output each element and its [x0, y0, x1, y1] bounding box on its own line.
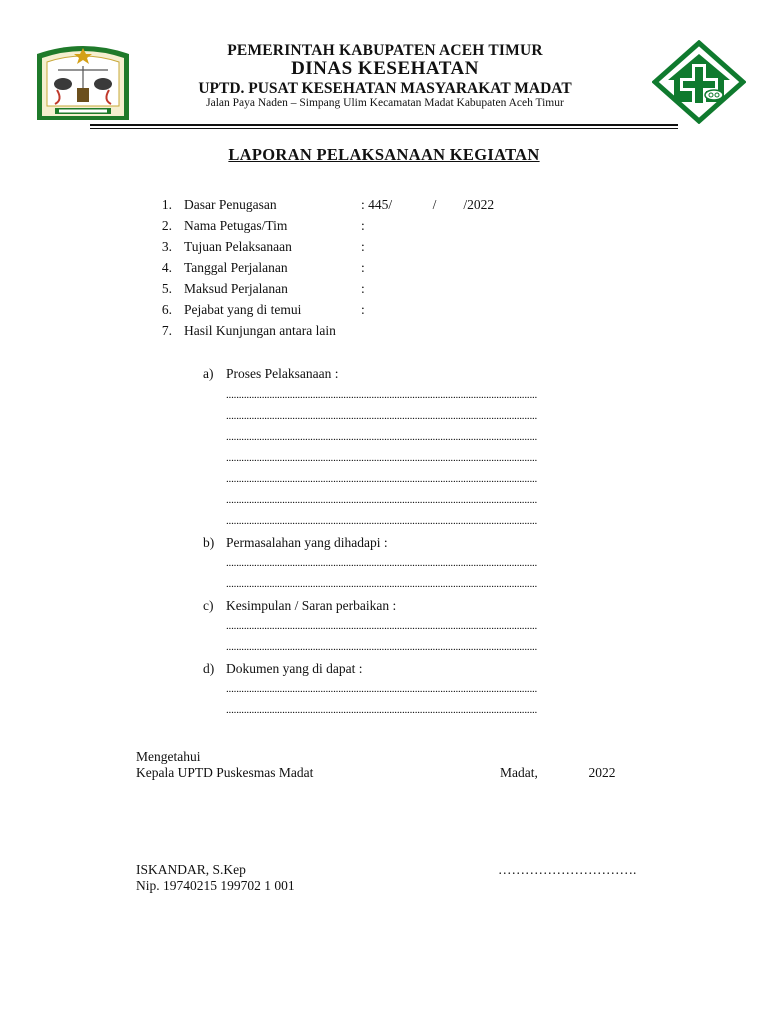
- letterhead-unit: UPTD. PUSAT KESEHATAN MASYARAKAT MADAT: [198, 80, 572, 97]
- item-label: Hasil Kunjungan antara lain: [184, 323, 336, 338]
- document-title: LAPORAN PELAKSANAAN KEGIATAN: [228, 145, 540, 164]
- fill-line[interactable]: ..........................................................................................................................: [226, 410, 538, 422]
- puskesmas-logo: [652, 40, 746, 124]
- fill-line[interactable]: ..........................................................................................................................: [226, 683, 538, 695]
- item-label: Tanggal Perjalanan: [184, 260, 288, 275]
- subsection-label: Kesimpulan / Saran perbaikan :: [226, 598, 397, 613]
- subsection-label: Proses Pelaksanaan :: [226, 366, 339, 381]
- subsection-letter: c): [203, 598, 214, 613]
- item-number: 7.: [161, 323, 172, 338]
- item-value: :: [361, 302, 365, 317]
- item-value: :: [361, 281, 365, 296]
- signer-position: Kepala UPTD Puskesmas Madat: [136, 765, 314, 780]
- item-value: :: [361, 239, 365, 254]
- item-value: : 445/ / /2022: [361, 197, 495, 212]
- subsection-label: Dokumen yang di dapat :: [226, 661, 363, 676]
- subsection-letter: a): [203, 366, 214, 381]
- subsection-letter: d): [203, 661, 215, 676]
- signer-nip: Nip. 19740215 199702 1 001: [136, 878, 295, 893]
- item-label: Maksud Perjalanan: [184, 281, 288, 296]
- fill-line[interactable]: ..........................................................................................................................: [226, 557, 538, 569]
- letterhead-address: Jalan Paya Naden – Simpang Ulim Kecamatan Madat Kabupaten Aceh Timur: [206, 97, 564, 109]
- fill-line[interactable]: ..........................................................................................................................: [226, 515, 538, 527]
- item-label: Pejabat yang di temui: [184, 302, 302, 317]
- place-date: Madat, 2022: [500, 765, 616, 780]
- fill-line[interactable]: ..........................................................................................................................: [226, 494, 538, 506]
- item-value: :: [361, 218, 365, 233]
- item-label: Dasar Penugasan: [184, 197, 277, 212]
- acknowledge-label: Mengetahui: [136, 749, 201, 764]
- aceh-timur-emblem-logo: [33, 40, 133, 122]
- item-number: 3.: [161, 239, 172, 254]
- item-label: Tujuan Pelaksanaan: [184, 239, 292, 254]
- fill-line[interactable]: ..........................................................................................................................: [226, 578, 538, 590]
- item-number: 2.: [161, 218, 172, 233]
- item-number: 1.: [161, 197, 172, 212]
- letterhead-divider: [90, 124, 678, 126]
- signer-name: ISKANDAR, S.Kep: [136, 862, 246, 877]
- fill-line[interactable]: ..........................................................................................................................: [226, 704, 538, 716]
- item-label: Nama Petugas/Tim: [184, 218, 288, 233]
- fill-line[interactable]: ..........................................................................................................................: [226, 431, 538, 443]
- fill-line[interactable]: ..........................................................................................................................: [226, 389, 538, 401]
- fill-line[interactable]: ..........................................................................................................................: [226, 620, 538, 632]
- fill-line[interactable]: ..........................................................................................................................: [226, 473, 538, 485]
- fill-line[interactable]: ..........................................................................................................................: [226, 641, 538, 653]
- item-value: :: [361, 260, 365, 275]
- signature-blank-line[interactable]: ………………………….: [498, 862, 637, 877]
- subsection-letter: b): [203, 535, 215, 550]
- item-number: 4.: [161, 260, 172, 275]
- subsection-label: Permasalahan yang dihadapi :: [226, 535, 388, 550]
- letterhead-government: PEMERINTAH KABUPATEN ACEH TIMUR: [227, 42, 543, 59]
- item-number: 6.: [161, 302, 172, 317]
- item-number: 5.: [161, 281, 172, 296]
- letterhead-agency: DINAS KESEHATAN: [291, 58, 479, 79]
- letterhead-divider-thin: [90, 128, 678, 129]
- fill-line[interactable]: ..........................................................................................................................: [226, 452, 538, 464]
